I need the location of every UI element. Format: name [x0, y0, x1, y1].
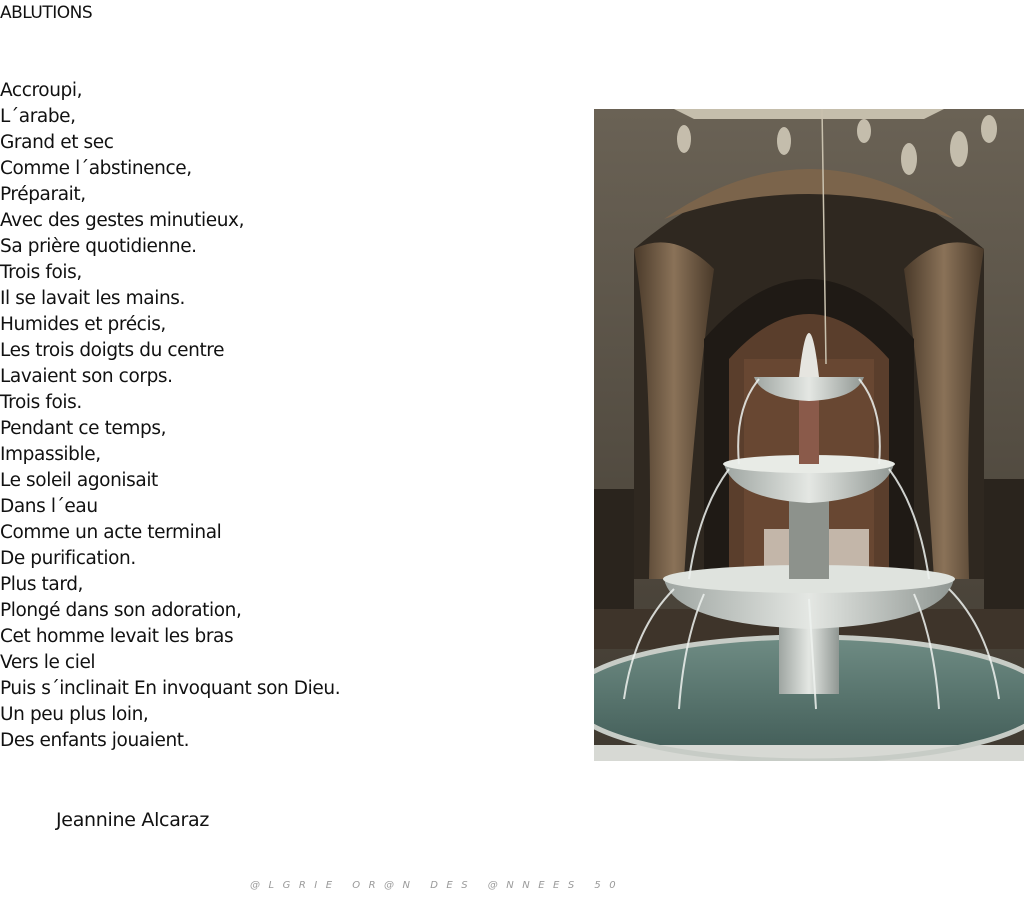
poem-line: Il se lavait les mains.	[0, 288, 185, 309]
poem-line: Plongé dans son adoration,	[0, 600, 242, 621]
poem-line: Le soleil agonisait	[0, 470, 158, 491]
poem-line: Comme l´abstinence,	[0, 158, 192, 179]
poem-line: Un peu plus loin,	[0, 704, 149, 725]
poem-line: Sa prière quotidienne.	[0, 236, 197, 257]
poem-title: ABLUTIONS	[0, 3, 93, 23]
poem-line: Impassible,	[0, 444, 101, 465]
poem-line: Puis s´inclinait En invoquant son Dieu.	[0, 678, 341, 699]
poem-line: Plus tard,	[0, 574, 84, 595]
poem-line: Trois fois,	[0, 262, 82, 283]
poem-line: Préparait,	[0, 184, 86, 205]
poem-line: Lavaient son corps.	[0, 366, 173, 387]
poem-line: Les trois doigts du centre	[0, 340, 225, 361]
poem-line: Des enfants jouaient.	[0, 730, 190, 751]
poem-line: Cet homme levait les bras	[0, 626, 234, 647]
poem-body	[0, 78, 580, 754]
poem-line: Humides et précis,	[0, 314, 166, 335]
author-name: Jeannine Alcaraz	[56, 809, 210, 831]
footer-caption: @LGRIE OR@N DES @NNEES 50	[250, 880, 625, 891]
poem-line: Grand et sec	[0, 132, 114, 153]
poem-line: Avec des gestes minutieux,	[0, 210, 245, 231]
poem-line: Dans l´eau	[0, 496, 98, 517]
poem-line: Trois fois.	[0, 392, 82, 413]
poem-line: Pendant ce temps,	[0, 418, 167, 439]
poem-line: Vers le ciel	[0, 652, 96, 673]
poem-line: De purification.	[0, 548, 136, 569]
poem-line: Accroupi,	[0, 80, 83, 101]
fountain-photo	[594, 109, 1024, 761]
poem-line: Comme un acte terminal	[0, 522, 222, 543]
poem-line: L´arabe,	[0, 106, 76, 127]
